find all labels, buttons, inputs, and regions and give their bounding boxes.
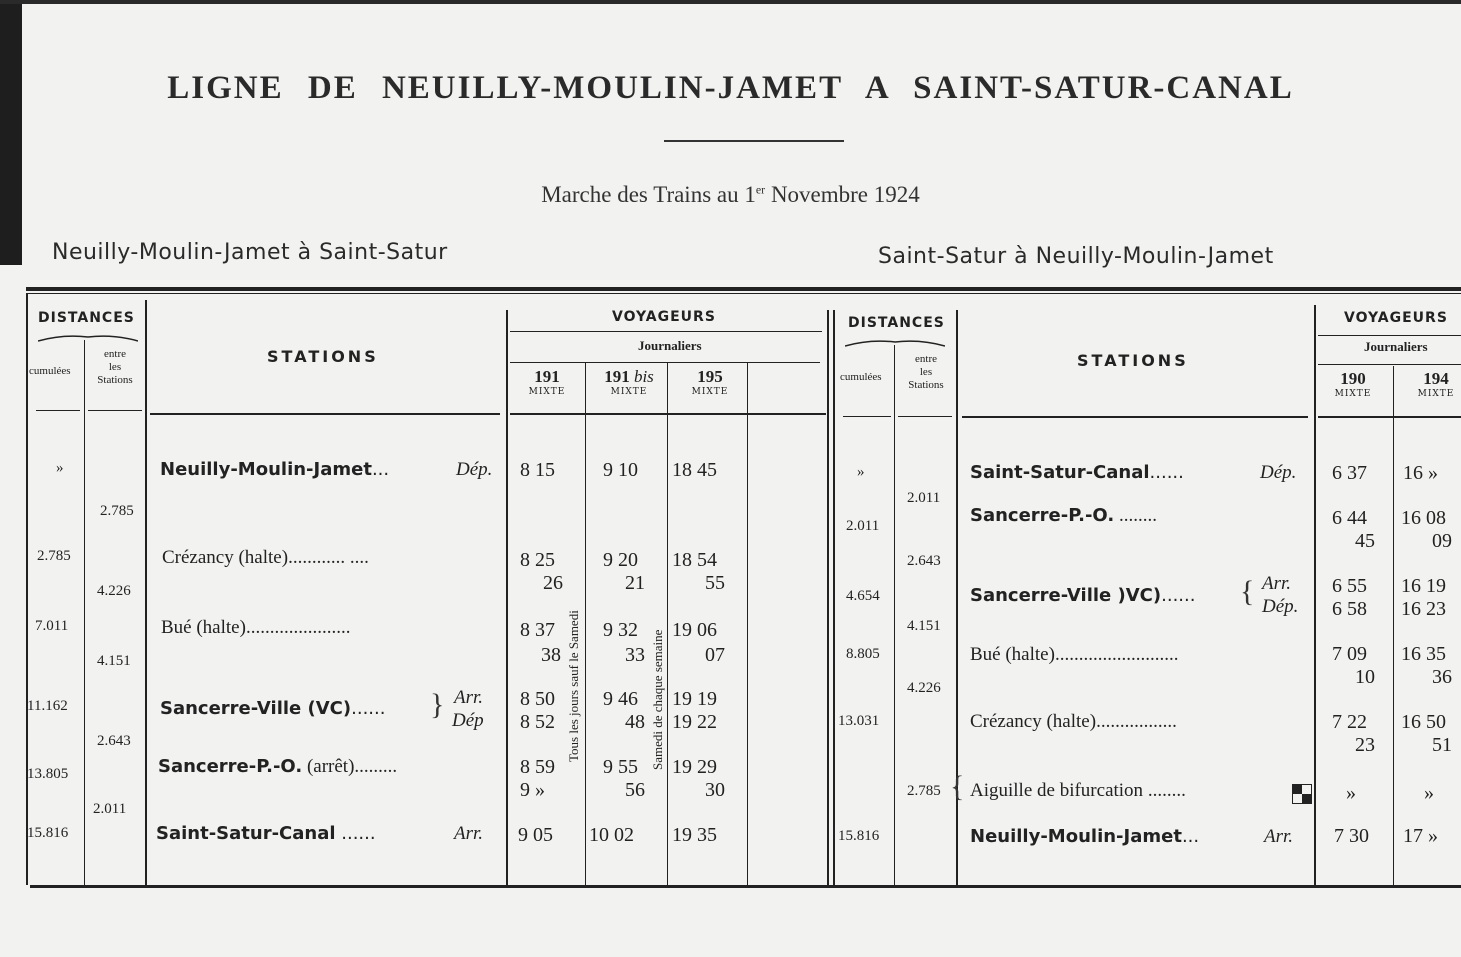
station-row: Bué (halte).......................... bbox=[970, 644, 1179, 665]
time-cell: 18 45 bbox=[672, 459, 717, 481]
entre-distance: 4.151 bbox=[97, 653, 131, 669]
header-rule bbox=[510, 413, 826, 415]
note-vertical: Tous les jours sauf le Samedi bbox=[566, 610, 581, 762]
title-rule bbox=[664, 140, 844, 142]
dep-label: Dép bbox=[452, 710, 484, 731]
scan-edge-left bbox=[0, 0, 22, 265]
time-cell: 30 bbox=[705, 779, 725, 801]
time-cell: 10 bbox=[1355, 666, 1375, 688]
time-cell: 10 02 bbox=[589, 824, 634, 846]
header-rule bbox=[150, 413, 500, 415]
time-cell: 33 bbox=[625, 644, 645, 666]
action-label: Dép. bbox=[456, 459, 493, 480]
time-cell: 9 10 bbox=[603, 459, 638, 481]
journaliers-header: Journaliers bbox=[638, 338, 702, 353]
entre-distance: 2.643 bbox=[97, 733, 131, 749]
train-191bis-header: 191 bis MIXTE bbox=[604, 367, 654, 397]
arr-label: Arr. bbox=[454, 687, 484, 708]
time-cell: 16 » bbox=[1403, 462, 1438, 484]
time-cell: » bbox=[1424, 782, 1434, 804]
time-cell: » bbox=[1346, 782, 1356, 804]
time-cell: 16 35 bbox=[1401, 643, 1446, 665]
time-cell: 9 46 bbox=[603, 688, 638, 710]
voyageurs-header: VOYAGEURS bbox=[612, 309, 716, 325]
cumul-distance: 2.011 bbox=[846, 518, 880, 534]
header-rule bbox=[36, 410, 80, 411]
action-label: Arr. bbox=[454, 823, 484, 844]
note-vertical: Samedi de chaque semaine bbox=[650, 629, 665, 770]
subtitle: Marche des Trains au 1er Novembre 1924 bbox=[541, 182, 920, 207]
route-heading-left: Neuilly-Moulin-Jamet à Saint-Satur bbox=[52, 240, 448, 265]
route-heading-right: Saint-Satur à Neuilly-Moulin-Jamet bbox=[878, 244, 1274, 269]
header-rule bbox=[88, 410, 142, 411]
time-cell: 19 22 bbox=[672, 711, 717, 733]
stations-header: STATIONS bbox=[267, 347, 379, 366]
journaliers-header: Journaliers bbox=[1364, 339, 1428, 354]
table-bottom-rule bbox=[30, 885, 1461, 888]
header-rule bbox=[898, 416, 952, 417]
table-top-rule bbox=[26, 287, 1461, 291]
header-rule bbox=[1318, 416, 1461, 418]
cumul-distance: 7.011 bbox=[35, 618, 69, 634]
time-cell: 6 58 bbox=[1332, 598, 1367, 620]
dep-label: Dép. bbox=[1262, 596, 1299, 617]
col-line bbox=[747, 362, 748, 885]
time-cell: 19 06 bbox=[672, 619, 717, 641]
cumulees-header: cumulées bbox=[840, 371, 882, 383]
station-row: Saint-Satur-Canal ...... bbox=[156, 823, 376, 844]
brace-mark: { bbox=[1240, 575, 1255, 608]
cumul-distance: » bbox=[56, 460, 64, 476]
time-cell: 21 bbox=[625, 572, 645, 594]
entre-distance: 4.226 bbox=[97, 583, 131, 599]
time-cell: 7 09 bbox=[1332, 643, 1367, 665]
time-cell: 23 bbox=[1355, 734, 1375, 756]
time-cell: 8 25 bbox=[520, 549, 555, 571]
voyageurs-header: VOYAGEURS bbox=[1344, 310, 1448, 326]
time-cell: 8 59 bbox=[520, 756, 555, 778]
time-cell: 55 bbox=[705, 572, 725, 594]
col-line bbox=[1314, 305, 1316, 885]
entre-distance: 2.011 bbox=[93, 801, 127, 817]
distances-brace bbox=[845, 333, 945, 343]
time-cell: 9 32 bbox=[603, 619, 638, 641]
arr-label: Arr. bbox=[1262, 573, 1292, 594]
brace-mark: { bbox=[950, 770, 965, 803]
bifurcation-signal-icon bbox=[1292, 784, 1312, 804]
col-line bbox=[827, 310, 829, 888]
header-rule bbox=[1318, 335, 1461, 336]
time-cell: 6 44 bbox=[1332, 507, 1367, 529]
scan-edge-top bbox=[0, 0, 1461, 4]
distances-brace bbox=[38, 328, 138, 338]
time-cell: 8 52 bbox=[520, 711, 555, 733]
time-cell: 9 20 bbox=[603, 549, 638, 571]
col-line bbox=[145, 300, 147, 885]
entre-distance: 2.785 bbox=[100, 503, 134, 519]
distances-header: DISTANCES bbox=[848, 315, 945, 331]
time-cell: 16 23 bbox=[1401, 598, 1446, 620]
cumul-distance: 13.805 bbox=[27, 766, 69, 782]
time-cell: 8 50 bbox=[520, 688, 555, 710]
col-line bbox=[667, 362, 668, 885]
entre-header: entre les Stations bbox=[97, 348, 133, 386]
col-line bbox=[26, 294, 28, 885]
entre-header: entre les Stations bbox=[908, 353, 944, 391]
cumul-distance: 13.031 bbox=[838, 713, 880, 729]
col-line bbox=[833, 310, 835, 888]
time-cell: 16 08 bbox=[1401, 507, 1446, 529]
time-cell: 6 55 bbox=[1332, 575, 1367, 597]
time-cell: 45 bbox=[1355, 530, 1375, 552]
entre-distance: 4.226 bbox=[907, 680, 941, 696]
time-cell: 8 37 bbox=[520, 619, 555, 641]
time-cell: 9 » bbox=[520, 779, 545, 801]
col-line bbox=[506, 310, 508, 885]
station-row: Bué (halte)...................... bbox=[161, 617, 351, 638]
col-line bbox=[1393, 366, 1394, 885]
time-cell: 48 bbox=[625, 711, 645, 733]
time-cell: 16 50 bbox=[1401, 711, 1446, 733]
cumul-distance: 11.162 bbox=[27, 698, 68, 714]
action-label: Dép. bbox=[1260, 462, 1297, 483]
time-cell: 38 bbox=[541, 644, 561, 666]
cumul-distance: » bbox=[857, 464, 865, 480]
train-191-header: 191 MIXTE bbox=[528, 367, 566, 397]
station-row: Sancerre-P.-O. (arrêt)......... bbox=[158, 756, 398, 777]
cumul-distance: 15.816 bbox=[838, 828, 880, 844]
distances-header: DISTANCES bbox=[38, 310, 135, 326]
stations-header: STATIONS bbox=[1077, 351, 1189, 370]
station-row: Sancerre-Ville (VC)...... bbox=[160, 698, 386, 719]
train-194-header: 194 MIXTE bbox=[1417, 369, 1455, 399]
time-cell: 8 15 bbox=[520, 459, 555, 481]
time-cell: 9 55 bbox=[603, 756, 638, 778]
time-cell: 19 19 bbox=[672, 688, 717, 710]
station-row: Neuilly-Moulin-Jamet... bbox=[160, 459, 390, 480]
time-cell: 16 19 bbox=[1401, 575, 1446, 597]
time-cell: 36 bbox=[1432, 666, 1452, 688]
time-cell: 56 bbox=[625, 779, 645, 801]
table-top-rule-thin bbox=[26, 293, 1461, 294]
station-row: Aiguille de bifurcation ........ bbox=[970, 780, 1186, 801]
header-rule bbox=[1318, 364, 1461, 365]
time-cell: 07 bbox=[705, 644, 725, 666]
col-line bbox=[585, 362, 586, 885]
entre-distance: 2.643 bbox=[907, 553, 941, 569]
station-row: Sancerre-Ville )VC)...... bbox=[970, 585, 1196, 606]
time-cell: 6 37 bbox=[1332, 462, 1367, 484]
header-rule bbox=[962, 416, 1308, 418]
entre-distance: 2.011 bbox=[907, 490, 941, 506]
time-cell: 7 22 bbox=[1332, 711, 1367, 733]
col-line bbox=[894, 345, 895, 885]
header-rule bbox=[510, 362, 820, 363]
cumul-distance: 2.785 bbox=[37, 548, 71, 564]
cumul-distance: 15.816 bbox=[27, 825, 69, 841]
time-cell: 19 29 bbox=[672, 756, 717, 778]
time-cell: 26 bbox=[543, 572, 563, 594]
brace-mark: } bbox=[430, 688, 445, 721]
page-title: LIGNE DE NEUILLY-MOULIN-JAMET A SAINT-SATUR-CANAL bbox=[167, 70, 1294, 106]
time-cell: 51 bbox=[1432, 734, 1452, 756]
entre-distance: 4.151 bbox=[907, 618, 941, 634]
header-rule bbox=[510, 331, 822, 332]
entre-distance: 2.785 bbox=[907, 783, 941, 799]
station-row: Crézancy (halte)................. bbox=[970, 711, 1177, 732]
station-row: Crézancy (halte)............ .... bbox=[162, 547, 369, 568]
cumulees-header: cumulées bbox=[29, 365, 71, 377]
time-cell: 17 » bbox=[1403, 825, 1438, 847]
time-cell: 9 05 bbox=[518, 824, 553, 846]
time-cell: 7 30 bbox=[1334, 825, 1369, 847]
train-195-header: 195 MIXTE bbox=[691, 367, 729, 397]
cumul-distance: 4.654 bbox=[846, 588, 880, 604]
station-row: Neuilly-Moulin-Jamet... bbox=[970, 826, 1200, 847]
time-cell: 19 35 bbox=[672, 824, 717, 846]
cumul-distance: 8.805 bbox=[846, 646, 880, 662]
station-row: Sancerre-P.-O. ........ bbox=[970, 505, 1157, 526]
train-190-header: 190 MIXTE bbox=[1334, 369, 1372, 399]
station-row: Saint-Satur-Canal...... bbox=[970, 462, 1184, 483]
action-label: Arr. bbox=[1264, 826, 1294, 847]
time-cell: 09 bbox=[1432, 530, 1452, 552]
header-rule bbox=[843, 416, 891, 417]
time-cell: 18 54 bbox=[672, 549, 717, 571]
col-line bbox=[84, 340, 85, 885]
